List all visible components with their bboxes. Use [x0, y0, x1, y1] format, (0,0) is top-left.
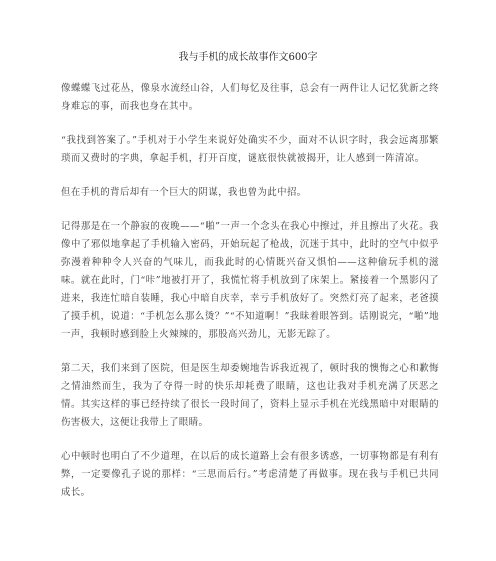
document-body [61, 80, 439, 518]
paragraph: 但在手机的背后却有一个巨大的阴谋，我也曾为此中招。 [61, 187, 307, 198]
paragraph: 记得那是在一个静寂的夜晚——“啪”一声一个念头在我心中擦过，并且擦出了火花。我像中了邪似地拿起了手机输入密码，开始玩起了枪战，沉迷于其中，此时的空气中似乎弥漫着种种令人兴奋的气味儿，而我此时的心情既兴奋又惧怕——这种偷玩手机的滋味。就在此时，门“咔”地被打开了，我慌忙将手机放到了床架上。紧接着一个黑影闪了进来，我连忙暗自装睡，我心中暗自庆幸，幸亏手机放好了。突然灯亮了起来，老爸摸了摸手机，说道：“手机怎么那么烫？”“不知道啊！”我昧着眼答到。话刚说完，“啪”地一声，我顿时感到脸上火辣辣的，那股高兴劲儿，无影无踪了。 [61, 221, 439, 340]
paragraph: “我找到答案了。”手机对于小学生来说好处确实不少，面对不认识字时，我会远离那繁琐而又费时的字典，拿起手机，打开百度，谜底很快就被揭开，让人感到一阵清凉。 [61, 135, 439, 164]
paragraph: 心中顿时也明白了不少道理，在以后的成长道路上会有很多诱惑，一切事物都是有利有弊，一定要像孔子说的那样：“三思而后行。”考虑清楚了再做事。现在我与手机已共同成长。 [61, 451, 439, 498]
paragraph: 像蝶蝶飞过花丛，像泉水流经山谷，人们每忆及往事，总会有一两件让人记忆犹新之终身难忘的事，而我也身在其中。 [61, 83, 439, 112]
paragraph: 第二天，我们来到了医院，但是医生却委婉地告诉我近视了，顿时我的懊悔之心和歉悔之情油然而生，我为了夺得一时的快乐却耗费了眼睛，这也让我对手机充满了厌恶之情。其实这样的事已经持续了很长一段时间了，资料上显示手机在光线黑暗中对眼睛的伤害极大，这便让我带上了眼睛。 [61, 363, 439, 428]
document-title: 我与手机的成长故事作文600字 [178, 52, 318, 63]
